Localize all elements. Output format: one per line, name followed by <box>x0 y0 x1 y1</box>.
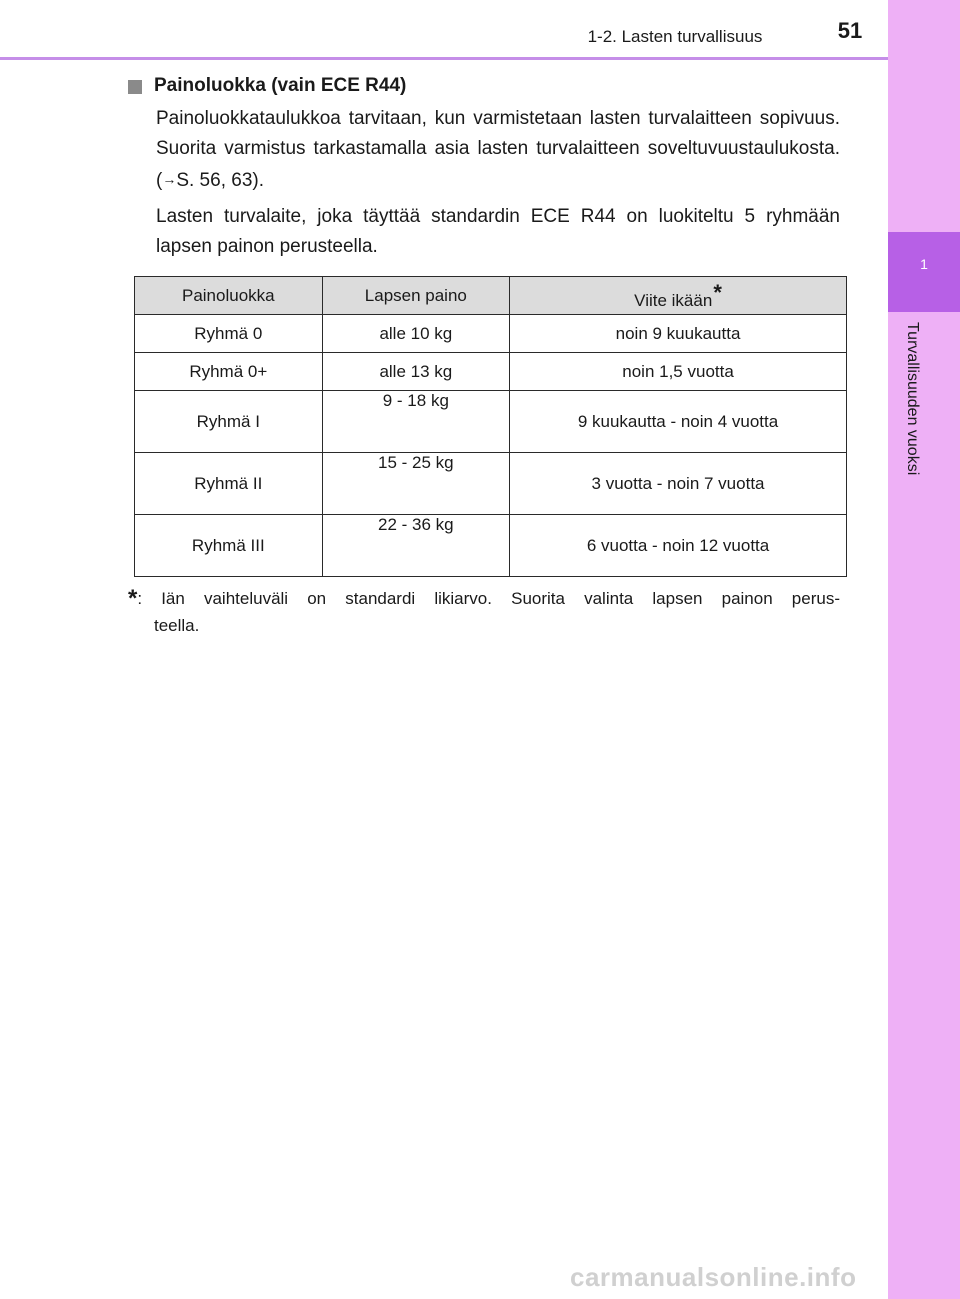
table-cell: 9 kuukautta - noin 4 vuotta <box>510 391 847 453</box>
chapter-tab[interactable] <box>888 232 960 312</box>
section-title: 1-2. Lasten turvallisuus <box>587 27 763 46</box>
header-rule <box>0 57 888 60</box>
section-heading <box>128 73 406 99</box>
side-tab-strip <box>888 0 960 1299</box>
table-cell: alle 10 kg <box>322 315 509 353</box>
table-cell: 6 vuotta - noin 12 vuotta <box>510 515 847 577</box>
table-cell: Ryhmä I <box>135 391 323 453</box>
table-cell: Ryhmä II <box>135 453 323 515</box>
footnote <box>128 585 840 639</box>
header-age-reference-text: Viite ikään <box>634 291 713 310</box>
heading-text: Painoluokka (vain ECE R44) <box>154 75 407 96</box>
table-cell: 9 - 18 kg <box>322 391 509 453</box>
table-header-row <box>135 277 847 315</box>
watermark: carmanualsonline.info <box>570 1262 857 1292</box>
header-age-reference <box>510 277 847 315</box>
table-row <box>135 353 847 391</box>
paragraph-1-text: Painoluokkataulukkoa tarvitaan, kun varmistetaan lasten turvalaitteen sopivuus. Suorita varmistus tarkastamalla asia lasten turvalaitteen soveltuvuustaulukosta. ( <box>156 108 840 191</box>
table-cell: 15 - 25 kg <box>322 453 509 515</box>
table-row <box>135 315 847 353</box>
table-row <box>135 453 847 515</box>
square-bullet-icon <box>128 80 142 94</box>
page-number: 51 <box>837 18 863 43</box>
weight-class-table <box>134 276 847 577</box>
table-cell: alle 13 kg <box>322 353 509 391</box>
asterisk-icon: * <box>713 280 722 305</box>
table-cell: Ryhmä III <box>135 515 323 577</box>
table-cell: noin 9 kuukautta <box>510 315 847 353</box>
header-child-weight: Lapsen paino <box>322 277 509 315</box>
footnote-line-1 <box>128 585 840 612</box>
table-cell: Ryhmä 0+ <box>135 353 323 391</box>
table-row <box>135 391 847 453</box>
paragraph-1 <box>156 104 840 196</box>
arrow-right-icon: → <box>162 171 177 187</box>
chapter-title: Turvallisuuden vuoksi <box>904 322 921 476</box>
table-row <box>135 515 847 577</box>
footnote-text-1: : Iän vaihteluväli on standardi likiarvo. Suorita valinta lapsen painon perus- <box>137 589 840 608</box>
table-cell: Ryhmä 0 <box>135 315 323 353</box>
footnote-line-2: teella. <box>154 616 200 635</box>
table-cell: 3 vuotta - noin 7 vuotta <box>510 453 847 515</box>
chapter-number: 1 <box>920 256 928 272</box>
header-weight-class: Painoluokka <box>135 277 323 315</box>
table-cell: 22 - 36 kg <box>322 515 509 577</box>
page-reference-link[interactable]: S. 56, 63). <box>176 170 264 191</box>
table-cell: noin 1,5 vuotta <box>510 353 847 391</box>
paragraph-2: Lasten turvalaite, joka täyttää standardin ECE R44 on luokiteltu 5 ryhmään lapsen painon perusteella. <box>156 206 840 257</box>
asterisk-icon: * <box>128 585 138 612</box>
